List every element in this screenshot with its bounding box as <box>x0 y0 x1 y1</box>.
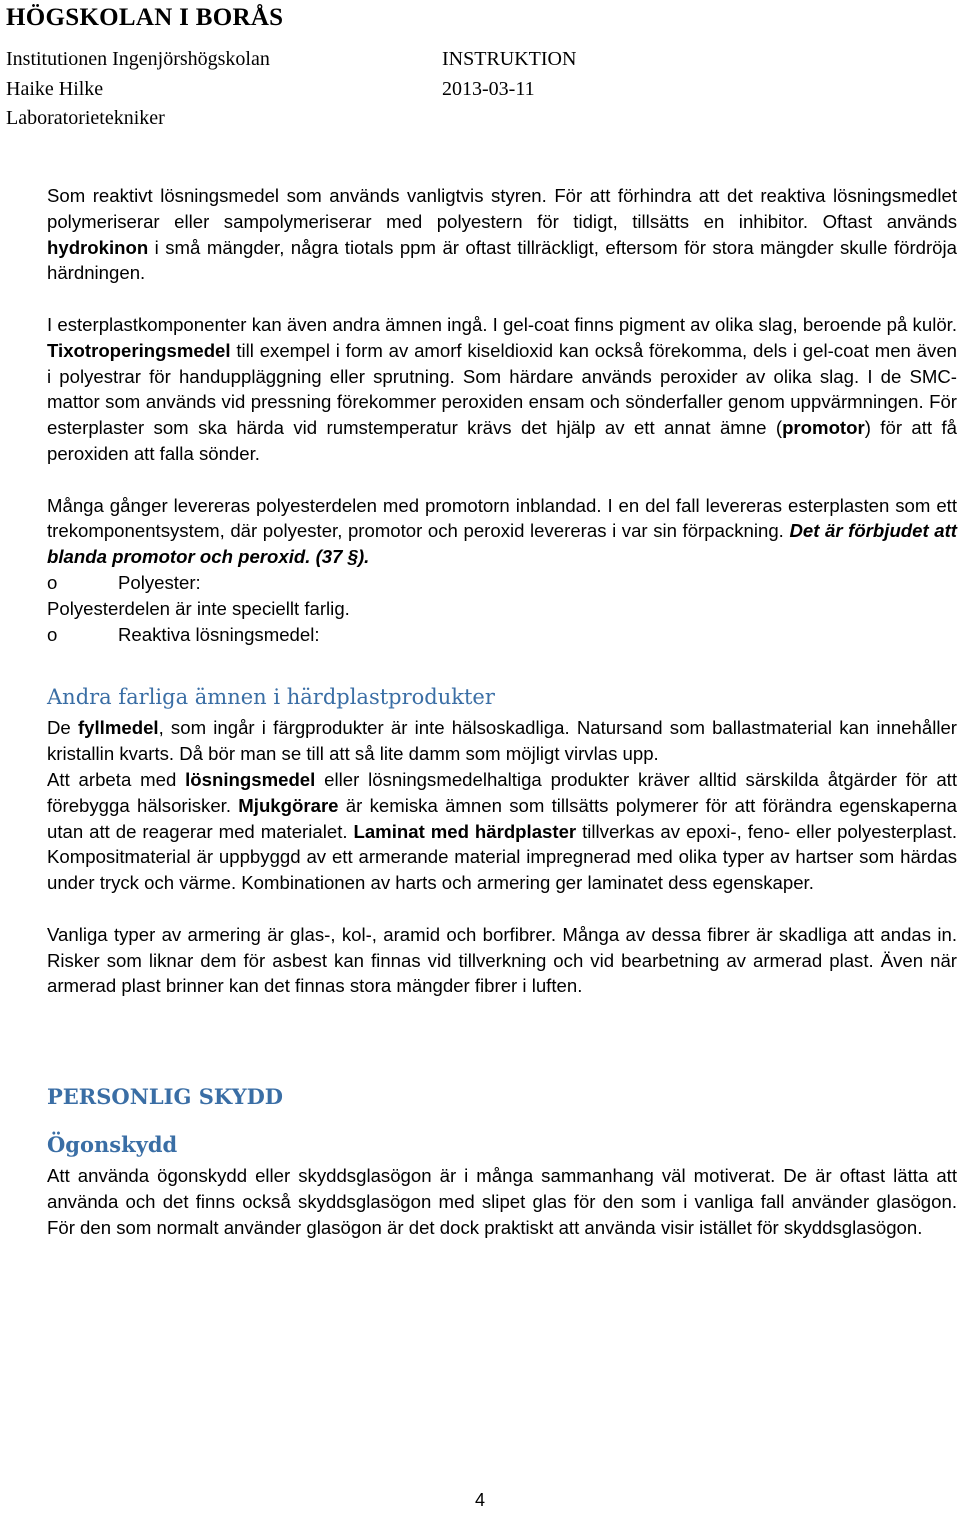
list-item-detail: Polyesterdelen är inte speciellt farlig. <box>47 597 350 619</box>
department-name: Institutionen Ingenjörshögskolan <box>6 48 270 70</box>
section-heading: PERSONLIG SKYDD <box>47 1084 284 1110</box>
paragraph: Att arbeta med lösningsmedel eller lösningsmedelhaltiga produkter kräver alltid särskilda åtgärder för att förebygga hälsorisker. Mjukgörare är kemiska ämnen som tillsätts polymerer för att förändra egenskaperna utan att de reagerar med materialet. Laminat med härdplaster tillverkas av epoxi-, feno- eller polyesterplast. Kompositmaterial är uppbyggd av ett armerande material impregnerad med olika typer av hartser som härdas under tryck och värme. Kombinationen av harts och armering ger laminatet dess egenskaper. <box>47 768 958 894</box>
school-name: HÖGSKOLAN I BORÅS <box>6 4 284 31</box>
document-body <box>47 183 957 1241</box>
paragraph: I esterplastkomponenter kan även andra ämnen ingå. I gel-coat finns pigment av olika slag, beroende på kulör. Tixotroperingsmedel till exempel i form av amorf kiseldioxid kan också förekomma, dels i gel-coat men även i polyestrar för handuppläggning eller sprutning. Som härdare används peroxider av olika slag. I de SMC-mattor som används vid pressning förekommer peroxiden ensam och sönderfaller genom uppvärmningen. För esterplaster som ska härda vid rumstemperatur krävs det hjälp av ett annat ämne (promotor) för att få peroxiden att falla sönder. <box>47 313 957 464</box>
paragraph: Många gånger levereras polyesterdelen med promotorn inblandad. I en del fall levereras esterplasten som ett trekomponentsystem, där polyester, promotor och peroxid levereras i var sin förpackning. Det är förbjudet att blanda promotor och peroxid. (37 §). <box>47 494 957 568</box>
document-type: INSTRUKTION <box>442 48 577 70</box>
subsection-heading: Ögonskydd <box>47 1132 178 1158</box>
author-role: Laboratorietekniker <box>6 107 165 129</box>
list-item: o Reaktiva lösningsmedel: <box>47 623 320 645</box>
page-number: 4 <box>474 1490 485 1510</box>
section-heading: Andra farliga ämnen i härdplastprodukter <box>47 685 495 710</box>
document-date: 2013-03-11 <box>442 78 535 100</box>
paragraph: Vanliga typer av armering är glas-, kol-, aramid och borfibrer. Många av dessa fibrer är skadliga att andas in. Risker som liknar dem för asbest kan finnas vid tillverkning och vid bearbetning av armerad plast. Även när armerad plast brinner kan det finnas stora mängder fibrer i luften. <box>47 923 957 997</box>
paragraph: De fyllmedel, som ingår i färgprodukter är inte hälsoskadliga. Natursand som ballastmaterial kan innehåller kristallin kvarts. Då bör man se till att så lite damm som möjligt virvlas upp. <box>47 717 957 765</box>
author-name: Haike Hilke <box>6 78 104 100</box>
list-item: o Polyester: <box>47 571 201 593</box>
paragraph: Som reaktivt lösningsmedel som används vanligtvis styren. För att förhindra att det reaktiva lösningsmedlet polymeriserar eller sampolymeriserar med polyestern för tidigt, tillsätts en inhibitor. Oftast används hydrokinon i små mängder, några tiotals ppm är oftast tillräckligt, eftersom för stora mängder skulle fördröja härdningen. <box>47 185 957 284</box>
paragraph: Att använda ögonskydd eller skyddsglasögon är i många sammanhang väl motiverat. De är oftast lätta att använda och det finns också skyddsglasögon med slipet glas för den som i vanliga fall använder glasögon. För den som normalt använder glasögon är det dock praktiskt att använda visir istället för skyddsglasögon. <box>47 1165 957 1238</box>
